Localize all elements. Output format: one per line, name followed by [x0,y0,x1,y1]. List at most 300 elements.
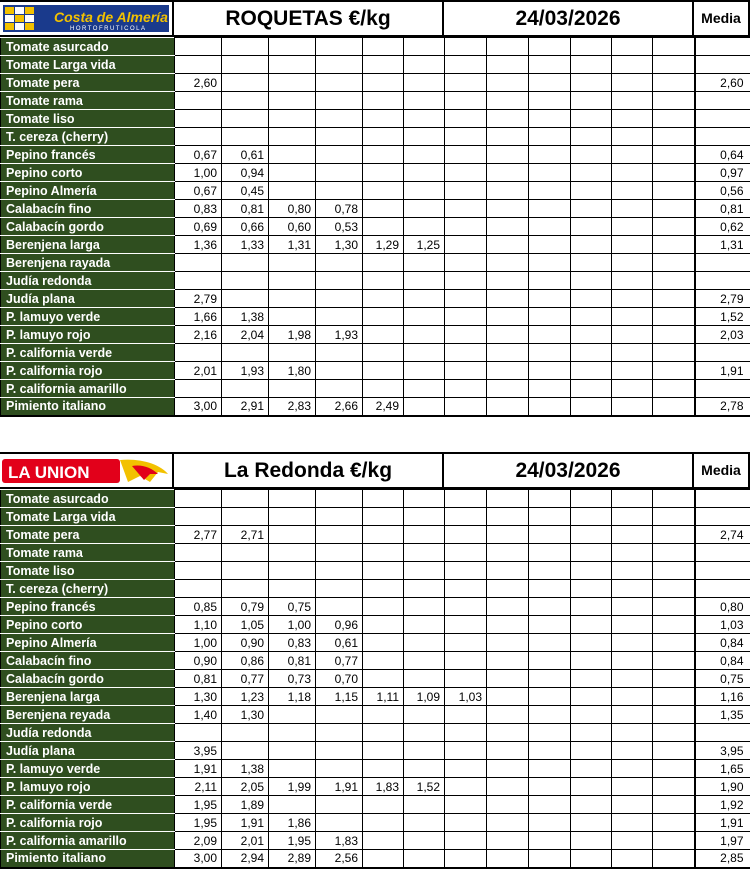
price-cell [363,344,404,362]
price-cell: 0,61 [316,634,363,652]
price-cell [445,490,487,508]
price-cell [571,236,612,254]
price-cell [487,850,529,868]
table-row [1,652,750,670]
product-name: Tomate Larga vida [1,56,175,74]
price-cell [529,796,571,814]
price-cell [487,616,529,634]
price-cell: 0,96 [316,616,363,634]
table-row [1,380,750,398]
price-cell [487,380,529,398]
price-cell [653,218,695,236]
price-cell [571,670,612,688]
price-cell [445,146,487,164]
price-cell [529,760,571,778]
price-cell [316,290,363,308]
costa-almeria-logo [0,2,174,35]
price-cell: 0,61 [222,146,269,164]
price-cell [571,38,612,56]
price-cell [363,562,404,580]
price-cell [269,580,316,598]
product-name: Tomate Larga vida [1,508,175,526]
price-cell [612,56,653,74]
product-name: Judía plana [1,290,175,308]
price-cell [222,272,269,290]
price-cell [175,544,222,562]
price-cell [269,742,316,760]
product-name: P. california rojo [1,814,175,832]
price-cell [445,74,487,92]
price-cell: 0,77 [316,652,363,670]
price-cell [222,580,269,598]
price-cell [487,760,529,778]
table-row [1,832,750,850]
price-cell: 2,77 [175,526,222,544]
price-cell [404,526,445,544]
price-cell [653,164,695,182]
price-cell: 0,67 [175,146,222,164]
price-cell [571,92,612,110]
media-cell [695,272,750,290]
price-cell [487,218,529,236]
price-cell [529,616,571,634]
price-cell [571,110,612,128]
product-name: Berenjena larga [1,236,175,254]
price-cell [316,760,363,778]
price-cell [529,580,571,598]
price-cell [571,344,612,362]
price-cell [363,850,404,868]
price-cell [612,850,653,868]
price-cell [316,92,363,110]
price-cell [612,218,653,236]
price-cell [487,92,529,110]
product-name: Judía redonda [1,724,175,742]
price-cell [222,56,269,74]
price-cell [175,92,222,110]
price-cell: 1,89 [222,796,269,814]
media-cell [695,110,750,128]
logo-text: LA UNION [8,463,90,482]
table-row [1,670,750,688]
price-cell [612,778,653,796]
price-cell: 1,93 [222,362,269,380]
price-cell: 1,98 [269,326,316,344]
product-name: T. cereza (cherry) [1,580,175,598]
table-row [1,344,750,362]
price-cell [404,200,445,218]
price-cell [653,796,695,814]
price-cell [445,398,487,416]
price-cell [222,562,269,580]
price-cell [404,344,445,362]
price-cell [612,128,653,146]
price-cell [404,508,445,526]
price-cell [487,290,529,308]
price-cell [316,724,363,742]
price-cell [529,344,571,362]
price-cell [571,308,612,326]
media-cell: 2,03 [695,326,750,344]
price-cell [571,724,612,742]
price-cell [175,344,222,362]
price-cell [612,290,653,308]
price-cell [571,850,612,868]
product-name: P. lamuyo verde [1,760,175,778]
price-cell [529,380,571,398]
price-cell [529,164,571,182]
price-cell: 2,56 [316,850,363,868]
price-cell [612,362,653,380]
price-cell [445,38,487,56]
price-cell [653,56,695,74]
price-cell [363,92,404,110]
price-cell [571,164,612,182]
price-cell [363,760,404,778]
price-cell [653,760,695,778]
price-cell [363,290,404,308]
price-cell [571,146,612,164]
price-cell: 0,53 [316,218,363,236]
price-cell: 1,00 [269,616,316,634]
price-cell [316,526,363,544]
price-cell [612,182,653,200]
table-row [1,110,750,128]
price-cell [612,526,653,544]
price-cell: 1,91 [316,778,363,796]
price-cell: 1,95 [269,832,316,850]
table-row [1,164,750,182]
price-cell [222,490,269,508]
price-cell [529,326,571,344]
price-cell [445,598,487,616]
media-cell: 1,90 [695,778,750,796]
price-cell [316,580,363,598]
price-cell [487,74,529,92]
media-cell [695,56,750,74]
price-cell [175,724,222,742]
price-cell [571,254,612,272]
price-cell [653,598,695,616]
price-cell: 0,73 [269,670,316,688]
product-name: T. cereza (cherry) [1,128,175,146]
price-cell [653,688,695,706]
product-name: Tomate pera [1,526,175,544]
media-cell: 1,91 [695,362,750,380]
price-cell [404,814,445,832]
table-row [1,508,750,526]
price-cell [175,508,222,526]
price-cell: 2,66 [316,398,363,416]
price-cell: 0,75 [269,598,316,616]
price-cell [487,652,529,670]
price-cell [612,580,653,598]
price-cell [363,706,404,724]
price-cell [653,706,695,724]
price-cell [316,308,363,326]
price-cell [316,380,363,398]
price-cell [445,92,487,110]
price-cell [653,254,695,272]
table-row [1,326,750,344]
price-cell: 0,79 [222,598,269,616]
price-cell: 2,71 [222,526,269,544]
price-cell [445,254,487,272]
price-cell [175,562,222,580]
media-cell: 1,97 [695,832,750,850]
price-cell [316,742,363,760]
price-cell [487,326,529,344]
price-cell: 1,15 [316,688,363,706]
price-cell [404,110,445,128]
price-cell [487,128,529,146]
price-cell [571,652,612,670]
price-cell [363,74,404,92]
price-cell [175,490,222,508]
price-cell [404,398,445,416]
price-cell [529,110,571,128]
price-cell [571,508,612,526]
price-cell [529,200,571,218]
price-cell [445,814,487,832]
price-cell [404,742,445,760]
media-cell [695,344,750,362]
table-row [1,254,750,272]
price-cell [487,164,529,182]
price-cell [316,38,363,56]
product-name: P. california rojo [1,362,175,380]
price-cell: 3,00 [175,398,222,416]
price-cell [653,326,695,344]
price-cell [316,598,363,616]
product-name: Tomate pera [1,74,175,92]
price-cell [316,706,363,724]
price-cell [487,236,529,254]
price-cell [222,344,269,362]
price-cell [529,778,571,796]
product-name: P. lamuyo rojo [1,326,175,344]
table-row [1,580,750,598]
price-cell [529,544,571,562]
price-cell [571,544,612,562]
price-cell [363,254,404,272]
price-cell [445,724,487,742]
price-cell [529,308,571,326]
price-cell [363,146,404,164]
price-cell [529,850,571,868]
price-cell [445,272,487,290]
price-cell [404,146,445,164]
media-cell [695,580,750,598]
price-cell [571,398,612,416]
price-cell [222,544,269,562]
price-cell [269,56,316,74]
price-cell: 1,29 [363,236,404,254]
table-row [1,796,750,814]
price-cell [612,760,653,778]
price-cell [445,580,487,598]
table-row [1,562,750,580]
price-cell [653,742,695,760]
table-row [1,38,750,56]
price-cell [316,254,363,272]
price-cell [222,38,269,56]
price-cell [571,634,612,652]
price-cell [653,526,695,544]
price-block-la-redonda [0,452,750,869]
product-name: Berenjena rayada [1,254,175,272]
price-cell [529,742,571,760]
price-cell [363,308,404,326]
table-row [1,706,750,724]
price-cell [363,580,404,598]
media-header: Media [694,2,750,35]
price-cell [529,362,571,380]
price-cell [404,164,445,182]
price-cell [404,490,445,508]
table-row [1,308,750,326]
price-cell [653,814,695,832]
price-cell [653,652,695,670]
price-cell: 0,78 [316,200,363,218]
price-cell [653,92,695,110]
product-name: Pepino Almería [1,634,175,652]
price-cell [653,146,695,164]
price-cell [571,380,612,398]
price-cell: 1,83 [363,778,404,796]
price-cell [445,742,487,760]
price-cell [445,200,487,218]
price-cell: 1,83 [316,832,363,850]
media-cell: 3,95 [695,742,750,760]
price-cell [529,182,571,200]
price-cell [269,164,316,182]
price-cell [404,380,445,398]
price-cell [445,670,487,688]
price-cell [363,796,404,814]
price-cell [363,742,404,760]
price-cell: 3,00 [175,850,222,868]
media-cell: 2,78 [695,398,750,416]
market-title: La Redonda €/kg [174,454,444,487]
product-name: Judía plana [1,742,175,760]
price-cell [571,688,612,706]
price-cell [653,110,695,128]
media-cell [695,128,750,146]
price-cell [222,742,269,760]
media-cell: 1,65 [695,760,750,778]
price-cell [571,272,612,290]
price-cell [316,508,363,526]
price-cell [269,92,316,110]
price-cell [529,490,571,508]
price-cell [612,272,653,290]
price-cell [487,146,529,164]
price-cell [571,526,612,544]
product-name: Calabacín gordo [1,670,175,688]
price-cell: 1,00 [175,634,222,652]
price-cell [612,742,653,760]
table-row [1,778,750,796]
price-cell: 2,89 [269,850,316,868]
table-row [1,526,750,544]
price-cell [175,254,222,272]
price-cell [404,580,445,598]
price-cell [653,580,695,598]
price-cell: 1,30 [222,706,269,724]
product-name: P. california amarillo [1,380,175,398]
la-union-logo-graphic [0,454,172,487]
price-cell [487,706,529,724]
media-cell: 0,75 [695,670,750,688]
price-cell [612,38,653,56]
table-row [1,74,750,92]
price-cell [571,760,612,778]
price-cell [612,236,653,254]
price-cell: 1,11 [363,688,404,706]
table-row [1,146,750,164]
price-cell: 0,67 [175,182,222,200]
price-cell [571,200,612,218]
price-cell [487,796,529,814]
price-cell [269,706,316,724]
price-cell [363,56,404,74]
product-name: Pepino francés [1,146,175,164]
price-cell [404,562,445,580]
media-cell: 0,81 [695,200,750,218]
table-row [1,544,750,562]
media-cell: 0,80 [695,598,750,616]
price-cell [316,544,363,562]
price-cell [445,652,487,670]
price-cell [363,634,404,652]
price-cell [612,254,653,272]
price-cell [404,832,445,850]
price-cell [363,164,404,182]
price-cell [612,652,653,670]
price-cell [445,544,487,562]
media-cell: 0,97 [695,164,750,182]
media-cell [695,254,750,272]
price-cell: 1,09 [404,688,445,706]
price-cell [363,218,404,236]
media-cell: 2,60 [695,74,750,92]
price-cell: 1,91 [222,814,269,832]
price-cell: 2,01 [222,832,269,850]
price-cell: 1,03 [445,688,487,706]
price-cell [487,56,529,74]
price-cell [404,290,445,308]
market-title: ROQUETAS €/kg [174,2,444,35]
table-row [1,760,750,778]
product-name: Pepino francés [1,598,175,616]
price-cell [653,850,695,868]
price-cell [487,580,529,598]
price-cell [653,362,695,380]
price-cell [612,562,653,580]
product-name: Pepino corto [1,164,175,182]
price-cell [487,254,529,272]
price-cell [612,146,653,164]
product-name: P. lamuyo rojo [1,778,175,796]
price-cell [445,778,487,796]
price-cell [529,398,571,416]
price-cell [316,814,363,832]
product-name: P. california amarillo [1,832,175,850]
price-cell [269,308,316,326]
price-cell: 2,83 [269,398,316,416]
price-cell [363,38,404,56]
